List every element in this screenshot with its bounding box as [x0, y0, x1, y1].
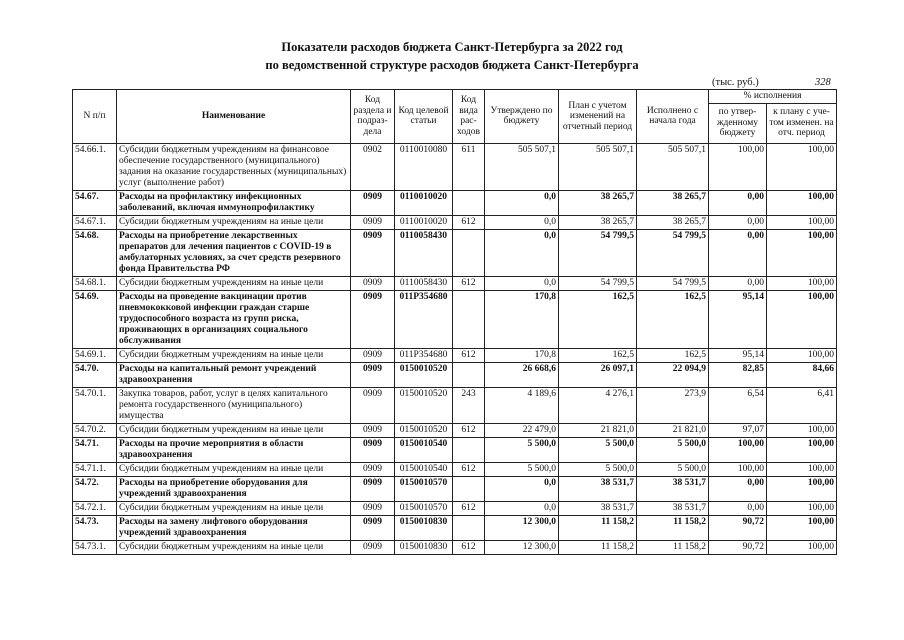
table-row	[73, 476, 837, 501]
row-approved: 170,8	[485, 348, 559, 362]
row-plan: 5 500,0	[559, 437, 637, 462]
row-approved: 0,0	[485, 476, 559, 501]
row-target: 0110010080	[395, 143, 453, 190]
header-percent-group: % исполнения	[709, 90, 837, 104]
row-pct-plan: 100,00	[767, 501, 837, 515]
row-pct-plan: 100,00	[767, 423, 837, 437]
row-approved: 22 479,0	[485, 423, 559, 437]
row-pct-plan: 84,66	[767, 362, 837, 387]
row-pct-approved: 97,07	[709, 423, 767, 437]
header-plan: План с учетом изменений на отчетный период	[559, 90, 637, 144]
row-approved: 5 500,0	[485, 437, 559, 462]
row-approved: 0,0	[485, 215, 559, 229]
row-section: 0909	[351, 540, 395, 554]
budget-table	[72, 89, 837, 555]
row-approved: 170,8	[485, 290, 559, 348]
row-name: Субсидии бюджетным учреждениям на иные цели	[117, 215, 351, 229]
row-pct-approved: 0,00	[709, 190, 767, 215]
row-num: 54.72.1.	[73, 501, 117, 515]
row-name: Расходы на приобретение лекарственных препаратов для лечения пациентов с COVID-19 в амбулаторных условиях, за счет средств резервного фонда Правительства РФ	[117, 229, 351, 276]
row-kind: 612	[453, 215, 485, 229]
row-target: 0150010520	[395, 423, 453, 437]
row-pct-approved: 0,00	[709, 476, 767, 501]
row-kind	[453, 476, 485, 501]
row-num: 54.70.2.	[73, 423, 117, 437]
row-executed: 22 094,9	[637, 362, 709, 387]
row-kind: 612	[453, 540, 485, 554]
row-executed: 38 265,7	[637, 215, 709, 229]
row-section: 0909	[351, 423, 395, 437]
header-section: Код раздела и подраз-дела	[351, 90, 395, 144]
row-kind: 243	[453, 387, 485, 423]
row-target: 0110058430	[395, 276, 453, 290]
row-plan: 5 500,0	[559, 462, 637, 476]
row-kind	[453, 190, 485, 215]
table-row	[73, 540, 837, 554]
row-name: Расходы на капитальный ремонт учреждений здравоохранения	[117, 362, 351, 387]
row-section: 0909	[351, 437, 395, 462]
row-name: Субсидии бюджетным учреждениям на иные цели	[117, 348, 351, 362]
table-body	[73, 143, 837, 554]
header-kind: Код вида рас-ходов	[453, 90, 485, 144]
row-target: 0150010570	[395, 476, 453, 501]
row-target: 0150010520	[395, 387, 453, 423]
row-executed: 21 821,0	[637, 423, 709, 437]
table-row	[73, 437, 837, 462]
row-section: 0909	[351, 290, 395, 348]
row-kind: 612	[453, 276, 485, 290]
row-num: 54.68.	[73, 229, 117, 276]
row-num: 54.67.	[73, 190, 117, 215]
row-target: 0150010830	[395, 515, 453, 540]
row-pct-approved: 0,00	[709, 276, 767, 290]
table-row	[73, 423, 837, 437]
table-row	[73, 276, 837, 290]
row-section: 0909	[351, 190, 395, 215]
row-kind: 612	[453, 423, 485, 437]
row-plan: 162,5	[559, 290, 637, 348]
row-plan: 505 507,1	[559, 143, 637, 190]
row-name: Расходы на замену лифтового оборудования учреждений здравоохранения	[117, 515, 351, 540]
row-plan: 26 097,1	[559, 362, 637, 387]
row-pct-plan: 100,00	[767, 276, 837, 290]
row-name: Субсидии бюджетным учреждениям на иные цели	[117, 276, 351, 290]
row-pct-plan: 100,00	[767, 229, 837, 276]
header-pct-plan: к плану с уче-том изменен. на отч. период	[767, 103, 837, 143]
row-kind	[453, 229, 485, 276]
row-target: 0110058430	[395, 229, 453, 276]
row-pct-plan: 100,00	[767, 540, 837, 554]
row-plan: 162,5	[559, 348, 637, 362]
row-kind: 611	[453, 143, 485, 190]
row-section: 0909	[351, 229, 395, 276]
row-name: Закупка товаров, работ, услуг в целях капитального ремонта государственного (муниципального) имущества	[117, 387, 351, 423]
row-executed: 11 158,2	[637, 515, 709, 540]
table-row	[73, 348, 837, 362]
row-name: Расходы на прочие мероприятия в области здравоохранения	[117, 437, 351, 462]
row-kind: 612	[453, 462, 485, 476]
row-section: 0909	[351, 215, 395, 229]
row-section: 0909	[351, 387, 395, 423]
row-executed: 505 507,1	[637, 143, 709, 190]
row-plan: 54 799,5	[559, 276, 637, 290]
row-plan: 4 276,1	[559, 387, 637, 423]
row-executed: 5 500,0	[637, 462, 709, 476]
row-target: 011P354680	[395, 348, 453, 362]
row-target: 0150010540	[395, 462, 453, 476]
row-plan: 21 821,0	[559, 423, 637, 437]
row-section: 0909	[351, 476, 395, 501]
table-row	[73, 501, 837, 515]
row-approved: 4 189,6	[485, 387, 559, 423]
row-pct-plan: 100,00	[767, 143, 837, 190]
row-num: 54.72.	[73, 476, 117, 501]
row-pct-approved: 90,72	[709, 540, 767, 554]
row-pct-approved: 95,14	[709, 290, 767, 348]
row-pct-approved: 6,54	[709, 387, 767, 423]
table-row	[73, 215, 837, 229]
row-approved: 0,0	[485, 190, 559, 215]
row-pct-plan: 6,41	[767, 387, 837, 423]
row-section: 0909	[351, 362, 395, 387]
row-pct-approved: 95,14	[709, 348, 767, 362]
row-num: 54.73.1.	[73, 540, 117, 554]
row-num: 54.67.1.	[73, 215, 117, 229]
row-kind: 612	[453, 348, 485, 362]
row-target: 0110010020	[395, 215, 453, 229]
row-plan: 38 531,7	[559, 476, 637, 501]
row-executed: 162,5	[637, 348, 709, 362]
page-number: 328	[815, 77, 831, 88]
row-executed: 162,5	[637, 290, 709, 348]
header-approved: Утверждено по бюджету	[485, 90, 559, 144]
row-section: 0909	[351, 462, 395, 476]
row-pct-approved: 82,85	[709, 362, 767, 387]
row-executed: 38 531,7	[637, 476, 709, 501]
row-pct-approved: 100,00	[709, 437, 767, 462]
row-pct-approved: 100,00	[709, 462, 767, 476]
row-pct-plan: 100,00	[767, 348, 837, 362]
row-executed: 38 265,7	[637, 190, 709, 215]
document-title-line1: Показатели расходов бюджета Санкт-Петербурга за 2022 год	[281, 40, 623, 54]
table-row	[73, 515, 837, 540]
row-approved: 0,0	[485, 229, 559, 276]
row-target: 0150010570	[395, 501, 453, 515]
row-num: 54.71.	[73, 437, 117, 462]
row-target: 011P354680	[395, 290, 453, 348]
row-pct-approved: 0,00	[709, 501, 767, 515]
row-name: Расходы на профилактику инфекционных заболеваний, включая иммунопрофилактику	[117, 190, 351, 215]
row-name: Субсидии бюджетным учреждениям на иные цели	[117, 501, 351, 515]
row-executed: 54 799,5	[637, 276, 709, 290]
row-pct-approved: 90,72	[709, 515, 767, 540]
table-row	[73, 190, 837, 215]
row-plan: 11 158,2	[559, 515, 637, 540]
row-executed: 11 158,2	[637, 540, 709, 554]
row-approved: 0,0	[485, 501, 559, 515]
row-kind	[453, 515, 485, 540]
row-kind	[453, 290, 485, 348]
row-num: 54.69.1.	[73, 348, 117, 362]
row-name: Субсидии бюджетным учреждениям на иные цели	[117, 540, 351, 554]
row-approved: 26 668,6	[485, 362, 559, 387]
row-plan: 38 531,7	[559, 501, 637, 515]
table-row	[73, 362, 837, 387]
row-executed: 54 799,5	[637, 229, 709, 276]
row-pct-plan: 100,00	[767, 437, 837, 462]
document-title-line2: по ведомственной структуре расходов бюджета Санкт-Петербурга	[265, 58, 639, 72]
row-plan: 38 265,7	[559, 215, 637, 229]
row-pct-plan: 100,00	[767, 215, 837, 229]
row-section: 0909	[351, 501, 395, 515]
row-target: 0150010830	[395, 540, 453, 554]
table-row	[73, 387, 837, 423]
table-row	[73, 229, 837, 276]
row-plan: 38 265,7	[559, 190, 637, 215]
row-pct-approved: 0,00	[709, 215, 767, 229]
row-approved: 5 500,0	[485, 462, 559, 476]
row-name: Субсидии бюджетным учреждениям на иные цели	[117, 423, 351, 437]
row-num: 54.70.	[73, 362, 117, 387]
row-name: Субсидии бюджетным учреждениям на иные цели	[117, 462, 351, 476]
row-pct-plan: 100,00	[767, 462, 837, 476]
row-name: Расходы на приобретение оборудования для учреждений здравоохранения	[117, 476, 351, 501]
row-num: 54.70.1.	[73, 387, 117, 423]
units-label: (тыс. руб.)	[712, 77, 759, 88]
row-pct-approved: 100,00	[709, 143, 767, 190]
row-num: 54.71.1.	[73, 462, 117, 476]
row-plan: 11 158,2	[559, 540, 637, 554]
row-pct-plan: 100,00	[767, 515, 837, 540]
row-num: 54.66.1.	[73, 143, 117, 190]
row-kind	[453, 362, 485, 387]
header-target: Код целевой статьи	[395, 90, 453, 144]
row-executed: 38 531,7	[637, 501, 709, 515]
row-pct-plan: 100,00	[767, 190, 837, 215]
row-name: Субсидии бюджетным учреждениям на финансовое обеспечение государственного (муниципального) задания на оказание государственных (муниципальных) услуг (выполнение работ)	[117, 143, 351, 190]
row-num: 54.73.	[73, 515, 117, 540]
header-num: N п/п	[73, 90, 117, 144]
row-executed: 5 500,0	[637, 437, 709, 462]
header-pct-approved: по утвер-жденному бюджету	[709, 103, 767, 143]
row-num: 54.68.1.	[73, 276, 117, 290]
row-target: 0110010020	[395, 190, 453, 215]
row-kind	[453, 437, 485, 462]
table-row	[73, 143, 837, 190]
row-section: 0909	[351, 276, 395, 290]
row-approved: 12 300,0	[485, 515, 559, 540]
row-num: 54.69.	[73, 290, 117, 348]
row-section: 0909	[351, 515, 395, 540]
table-row	[73, 462, 837, 476]
row-section: 0909	[351, 348, 395, 362]
row-kind: 612	[453, 501, 485, 515]
table-row	[73, 290, 837, 348]
row-pct-plan: 100,00	[767, 290, 837, 348]
row-section: 0902	[351, 143, 395, 190]
header-executed: Исполнено с начала года	[637, 90, 709, 144]
row-name: Расходы на проведение вакцинации против пневмококковой инфекции граждан старше трудоспособного возраста из групп риска, проживающих в организациях социального обслуживания	[117, 290, 351, 348]
row-pct-approved: 0,00	[709, 229, 767, 276]
row-approved: 505 507,1	[485, 143, 559, 190]
row-executed: 273,9	[637, 387, 709, 423]
row-target: 0150010540	[395, 437, 453, 462]
row-target: 0150010520	[395, 362, 453, 387]
row-plan: 54 799,5	[559, 229, 637, 276]
row-approved: 0,0	[485, 276, 559, 290]
row-approved: 12 300,0	[485, 540, 559, 554]
row-pct-plan: 100,00	[767, 476, 837, 501]
header-name: Наименование	[117, 90, 351, 144]
